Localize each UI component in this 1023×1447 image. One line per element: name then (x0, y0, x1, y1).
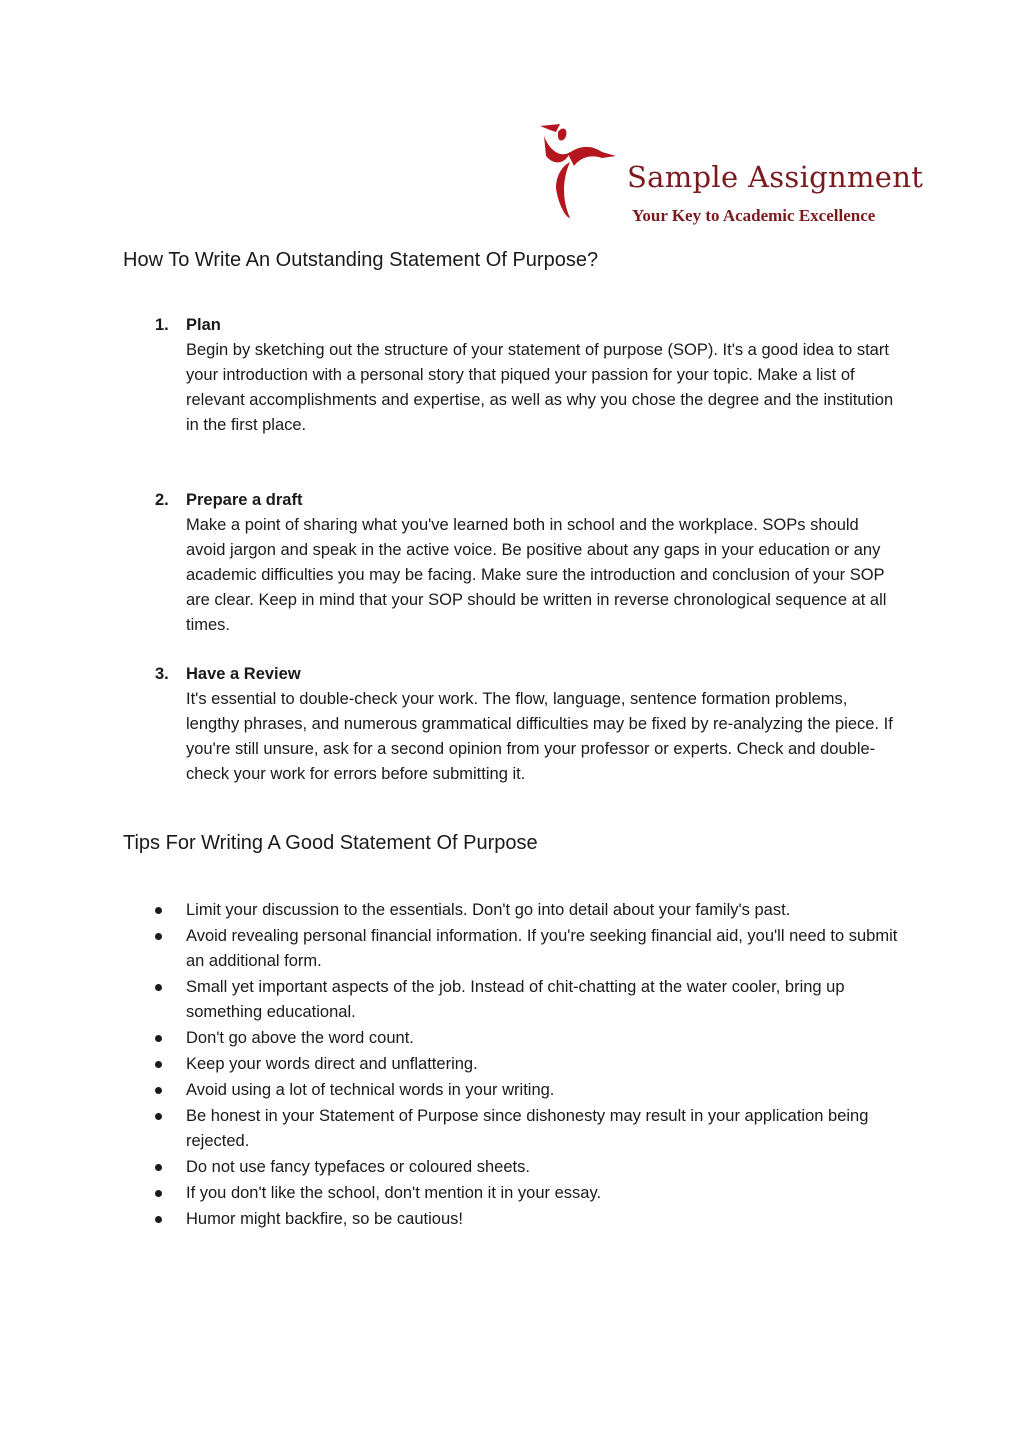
tip-text: Small yet important aspects of the job. Instead of chit-chatting at the water cooler, bring up something educational. (186, 978, 845, 1021)
list-item (155, 924, 900, 974)
bullet-icon (155, 1061, 162, 1068)
logo-name: Sample Assignment (627, 160, 924, 194)
tip-text: Don't go above the word count. (186, 1029, 414, 1047)
step-number: 2. (155, 491, 169, 509)
list-item (155, 488, 900, 638)
main-heading: How To Write An Outstanding Statement Of Purpose? (123, 249, 599, 271)
list-item (155, 662, 900, 787)
list-item (155, 1155, 900, 1180)
bullet-icon (155, 1164, 162, 1171)
list-item (155, 1207, 900, 1232)
step-number: 3. (155, 665, 169, 683)
bullet-icon (155, 907, 162, 914)
bullet-icon (155, 1216, 162, 1223)
list-item (155, 1104, 900, 1154)
tip-text: If you don't like the school, don't mention it in your essay. (186, 1184, 602, 1202)
logo-tagline: Your Key to Academic Excellence (632, 206, 876, 225)
tips-heading: Tips For Writing A Good Statement Of Purpose (123, 832, 538, 854)
brand-logo (532, 122, 924, 232)
tip-text: Limit your discussion to the essentials. Don't go into detail about your family's past. (186, 901, 791, 919)
step-text: It's essential to double-check your work. The flow, language, sentence formation problems, lengthy phrases, and numerous grammatical difficulties may be fixed by re-analyzing the piece. If you're still unsure, ask for a second opinion from your professor or experts. Check and double-check your work for errors before submitting it. (186, 690, 893, 783)
list-item (155, 1026, 900, 1051)
list-item (155, 975, 900, 1025)
bullet-icon (155, 1190, 162, 1197)
bullet-icon (155, 1113, 162, 1120)
tip-text: Avoid using a lot of technical words in your writing. (186, 1081, 555, 1099)
tip-text: Humor might backfire, so be cautious! (186, 1210, 463, 1228)
list-item (155, 1078, 900, 1103)
step-text: Begin by sketching out the structure of your statement of purpose (SOP). It's a good idea to start your introduction with a personal story that piqued your passion for your topic. Make a list of relevant accomplishments and expertise, as well as why you chose the degree and the institution in the first place. (186, 341, 894, 434)
tips-list (155, 898, 900, 1233)
list-item (155, 313, 900, 438)
list-item (155, 898, 900, 923)
tip-text: Do not use fancy typefaces or coloured sheets. (186, 1158, 530, 1176)
step-number: 1. (155, 316, 169, 334)
step-title: Prepare a draft (186, 491, 303, 509)
list-item (155, 1052, 900, 1077)
tip-text: Keep your words direct and unflattering. (186, 1055, 478, 1073)
bullet-icon (155, 933, 162, 940)
figure-mark-icon (532, 122, 622, 227)
step-title: Plan (186, 316, 221, 334)
bullet-icon (155, 1035, 162, 1042)
tip-text: Avoid revealing personal financial information. If you're seeking financial aid, you'll need to submit an additional form. (186, 927, 898, 970)
bullet-icon (155, 1087, 162, 1094)
list-item (155, 1181, 900, 1206)
bullet-icon (155, 984, 162, 991)
tip-text: Be honest in your Statement of Purpose since dishonesty may result in your application being rejected. (186, 1107, 869, 1150)
step-text: Make a point of sharing what you've learned both in school and the workplace. SOPs should avoid jargon and speak in the active voice. Be positive about any gaps in your education or any academic difficulties you may be facing. Make sure the introduction and conclusion of your SOP are clear. Keep in mind that your SOP should be written in reverse chronological sequence at all times. (186, 516, 887, 634)
step-title: Have a Review (186, 665, 301, 683)
